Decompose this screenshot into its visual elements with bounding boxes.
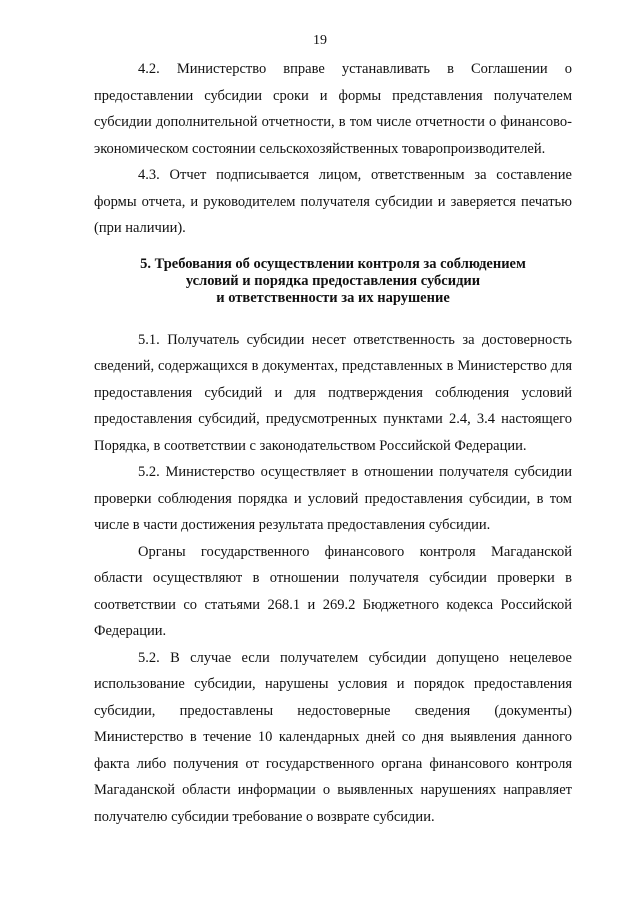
section-heading-line-1: 5. Требования об осуществлении контроля за соблюдением	[140, 255, 526, 272]
paragraph-4-3: 4.3. Отчет подписывается лицом, ответственным за составление формы отчета, и руководителем получателя субсидии и заверяется печатью (при наличии).	[94, 167, 572, 236]
paragraph-financial-control: Органы государственного финансового контроля Магаданской области осуществляют в отношении получателя субсидии проверки в соответствии со статьями 268.1 и 269.2 Бюджетного кодекса Российской Федерации.	[94, 543, 572, 639]
paragraph-5-2: 5.2. Министерство осуществляет в отношении получателя субсидии проверки соблюдения порядка и условий предоставления субсидии, в том числе в части достижения результата предоставления субсидии.	[94, 464, 572, 533]
section-heading-line-2: условий и порядка предоставления субсидии	[185, 272, 481, 289]
paragraph-4-2: 4.2. Министерство вправе устанавливать в Соглашении о предоставлении субсидии сроки и формы представления получателем субсидии дополнительной отчетности, в том числе отчетности о финансово-экономическом состоянии сельскохозяйственных товаропроизводителей.	[94, 61, 572, 157]
section-heading-line-3: и ответственности за их нарушение	[216, 289, 450, 306]
page-number: 19	[313, 33, 327, 48]
section-5-heading	[94, 256, 572, 307]
paragraph-5-2-refund: 5.2. В случае если получателем субсидии допущено нецелевое использование субсидии, нарушены условия и порядок предоставления субсидии, предоставлены недостоверные сведения (документы) Министерство в течение 10 календарных дней со дня выявления данного факта либо получения от государственного органа финансового контроля Магаданской области информации о выявленных нарушениях направляет получателю субсидии требование о возврате субсидии.	[94, 649, 572, 825]
paragraph-5-1: 5.1. Получатель субсидии несет ответственность за достоверность сведений, содержащихся в документах, представленных в Министерство для предоставления субсидий и для подтверждения соблюдения условий предоставления субсидий, предусмотренных пунктами 2.4, 3.4 настоящего Порядка, в соответствии с законодательством Российской Федерации.	[94, 331, 572, 454]
document-body	[94, 56, 572, 830]
